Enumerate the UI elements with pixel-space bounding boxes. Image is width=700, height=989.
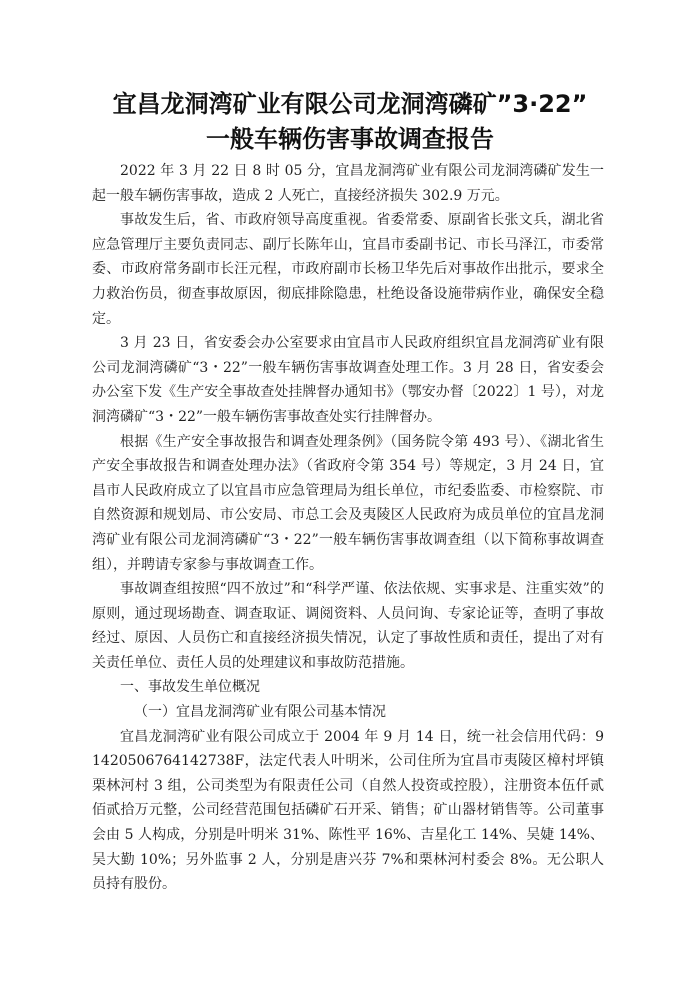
paragraph-supervision: 3 月 23 日，省安委会办公室要求由宜昌市人民政府组织宜昌龙洞湾矿业有限公司龙洞湾磷矿“3・22”一般车辆伤害事故调查处理工作。3 月 28 日，省安委会办公室下发《生产安全事故查处挂牌督办通知书》（鄂安办督〔2022〕1 号），对龙洞湾磷矿“3・22”一般车辆伤害事故查处实行挂牌督办。 — [92, 335, 604, 425]
report-body — [92, 159, 604, 897]
report-title-line-1: 宜昌龙洞湾矿业有限公司龙洞湾磷矿”3·22” — [112, 90, 588, 118]
paragraph-summary: 2022 年 3 月 22 日 8 时 05 分，宜昌龙洞湾矿业有限公司龙洞湾磷矿发生一起一般车辆伤害事故，造成 2 人死亡，直接经济损失 302.9 万元。 — [92, 163, 604, 204]
paragraph-investigation-team: 根据《生产安全事故报告和调查处理条例》（国务院令第 493 号）、《湖北省生产安全事故报告和调查处理办法》（省政府令第 354 号）等规定，3 月 24 日，宜昌市人民政府成立了以宜昌市应急管理局为组长单位，市纪委监委、市检察院、市自然资源和规划局、市公安局、市总工会及夷陵区人民政府为成员单位的宜昌龙洞湾矿业有限公司龙洞湾磷矿“3・22”一般车辆伤害事故调查组（以下简称事故调查组），并聘请专家参与事故调查工作。 — [92, 433, 604, 573]
report-title-line-2: 一般车辆伤害事故调查报告 — [206, 125, 494, 153]
subsection-heading: （一）宜昌龙洞湾矿业有限公司基本情况 — [134, 704, 386, 721]
paragraph-leadership-response: 事故发生后，省、市政府领导高度重视。省委常委、原副省长张文兵，湖北省应急管理厅主要负责同志、副厅长陈年山，宜昌市委副书记、市长马泽江，市委常委、市政府常务副市长汪元程，市政府副市长杨卫华先后对事故作出批示，要求全力救治伤员，彻查事故原因，彻底排除隐患，杜绝设备设施带病作业，确保安全稳定。 — [92, 212, 604, 327]
section-heading: 一、事故发生单位概况 — [120, 679, 260, 696]
paragraph-company-info: 宜昌龙洞湾矿业有限公司成立于 2004 年 9 月 14 日，统一社会信用代码：91420506764142738F，法定代表人叶明米，公司住所为宜昌市夷陵区樟村坪镇栗林河村 3 组，公司类型为有限责任公司（自然人投资或控股），注册资本伍仟贰佰贰拾万元整，公司经营范围包括磷矿石开采、销售；矿山器材销售等。公司董事会由 5 人构成，分别是叶明米 31%、陈性平 16%、吉星化工 14%、吴婕 14%、吴大勤 10%；另外监事 2 人，分别是唐兴芬 7%和栗林河村委会 8%。无公职人员持有股份。 — [92, 728, 604, 893]
paragraph-investigation-principles: 事故调查组按照“四不放过”和“科学严谨、依法依规、实事求是、注重实效”的原则，通过现场勘查、调查取证、调阅资料、人员问询、专家论证等，查明了事故经过、原因、人员伤亡和直接经济损失情况，认定了事故性质和责任，提出了对有关责任单位、责任人员的处理建议和事故防范措施。 — [92, 581, 604, 671]
